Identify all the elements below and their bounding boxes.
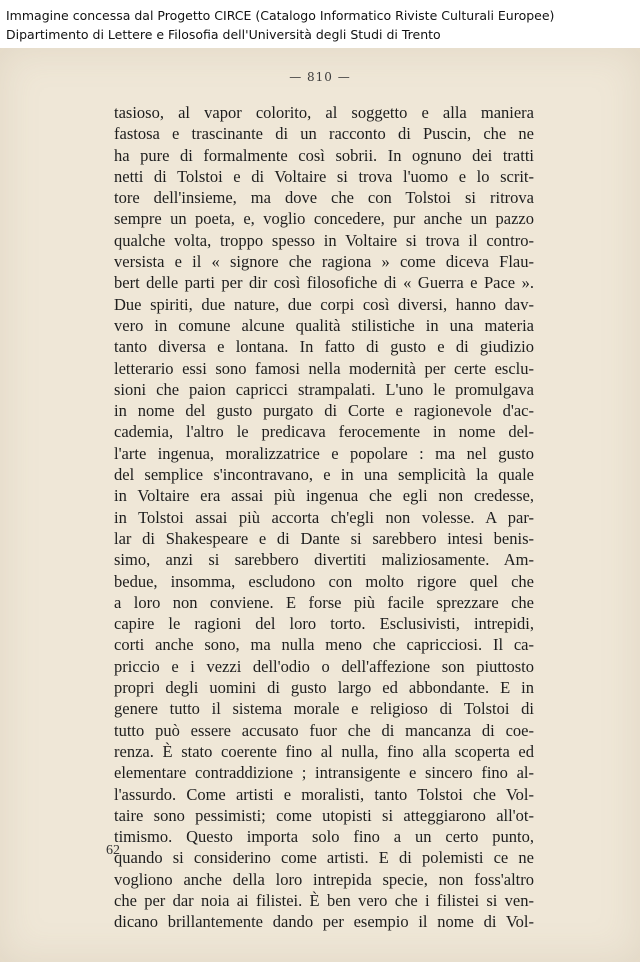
text-line: letterario essi sono famosi nella modernità per certe esclu- [114, 358, 534, 378]
text-line: vogliono anche della loro intrepida specie, non foss'altro [114, 869, 534, 889]
body-text [114, 102, 534, 933]
text-line: propri degli uomini di gusto largo ed abbondante. E in [114, 678, 534, 698]
text-line: cademia, l'altro le predicava ferocemente in nome del- [114, 422, 534, 442]
text-line: in nome del gusto purgato di Corte e ragionevole d'ac- [114, 401, 534, 421]
text-line: taire sono pessimisti; come utopisti si atteggiarono all'ot- [114, 805, 534, 825]
attribution-line-2: Dipartimento di Lettere e Filosofia dell'Università degli Studi di Trento [6, 27, 441, 42]
text-line: sempre un poeta, e, voglio concedere, pur anche un pazzo [114, 209, 534, 229]
text-line: lar di Shakespeare e di Dante si sarebbero intesi benis- [114, 528, 534, 548]
text-line: quando si considerino come artisti. E di polemisti ce ne [114, 848, 534, 868]
text-line: tore dell'insieme, ma dove che con Tolstoi si ritrova [114, 188, 534, 208]
text-line: vero in comune alcune qualità stilistiche in una materia [114, 315, 534, 335]
text-line: dicano brillantemente dando per esempio il nome di Vol- [114, 912, 534, 932]
text-line: in Tolstoi assai più accorta ch'egli non volesse. A par- [114, 507, 534, 527]
text-line: bert delle parti per dir così filosofiche di « Guerra e Pace ». [114, 273, 534, 293]
text-line: renza. È stato coerente fino al nulla, fino alla scoperta ed [114, 741, 534, 761]
text-line: del semplice s'incontravano, e in una semplicità la quale [114, 465, 534, 485]
text-line: ha pure di formalmente così sobrii. In ognuno dei tratti [114, 145, 534, 165]
page-footer-number: 62 [106, 843, 120, 858]
text-line: tutto può essere accusato fuor che di mancanza di coe- [114, 720, 534, 740]
page-header-number: — 810 — [289, 70, 351, 84]
text-line: timismo. Questo importa solo fino a un certo punto, [114, 827, 534, 847]
text-line: che per dar noia ai filistei. È ben vero che i filistei si ven- [114, 890, 534, 910]
text-line: tasioso, al vapor colorito, al soggetto e alla maniera [114, 103, 534, 122]
text-line: versista e il « signore che ragiona » come diceva Flau- [114, 252, 534, 272]
text-line: tanto diversa e lontana. In fatto di gusto e di giudizio [114, 337, 534, 357]
text-line: bedue, insomma, escludono con molto rigore quel che [114, 571, 534, 591]
attribution-line-1: Immagine concessa dal Progetto CIRCE (Catalogo Informatico Riviste Culturali Europee) [6, 8, 555, 23]
text-line: netti di Tolstoi e di Voltaire si trova l'uomo e lo scrit- [114, 166, 534, 186]
text-line: corti anche sono, ma nulla meno che capricciosi. Il ca- [114, 635, 534, 655]
text-line: fastosa e trascinante di un racconto di Puscin, che ne [114, 124, 534, 144]
text-line: elementare contraddizione ; intransigente e sincero fino al- [114, 763, 534, 783]
text-line: priccio e i vezzi dell'odio o dell'affezione son piuttosto [114, 656, 534, 676]
text-line: a loro non conviene. E forse più facile sprezzare che [114, 592, 534, 612]
text-line: qualche volta, troppo spesso in Voltaire si trova il contro- [114, 230, 534, 250]
text-line: capire le ragioni del loro torto. Esclusivisti, intrepidi, [114, 614, 534, 634]
text-line: Due spiriti, due nature, due corpi così diversi, hanno dav- [114, 294, 534, 314]
attribution-banner [0, 0, 640, 48]
text-line: l'arte ingenua, moralizzatrice e popolare : ma nel gusto [114, 443, 534, 463]
text-line: genere tutto il sistema morale e religioso di Tolstoi di [114, 699, 534, 719]
text-line: in Voltaire era assai più ingenua che egli non credesse, [114, 486, 534, 506]
text-line: l'assurdo. Come artisti e moralisti, tanto Tolstoi che Vol- [114, 784, 534, 804]
text-line: simo, anzi si sarebbero divertiti maliziosamente. Am- [114, 550, 534, 570]
text-line: sioni che paion capricci strampalati. L'uno le promulgava [114, 379, 534, 399]
